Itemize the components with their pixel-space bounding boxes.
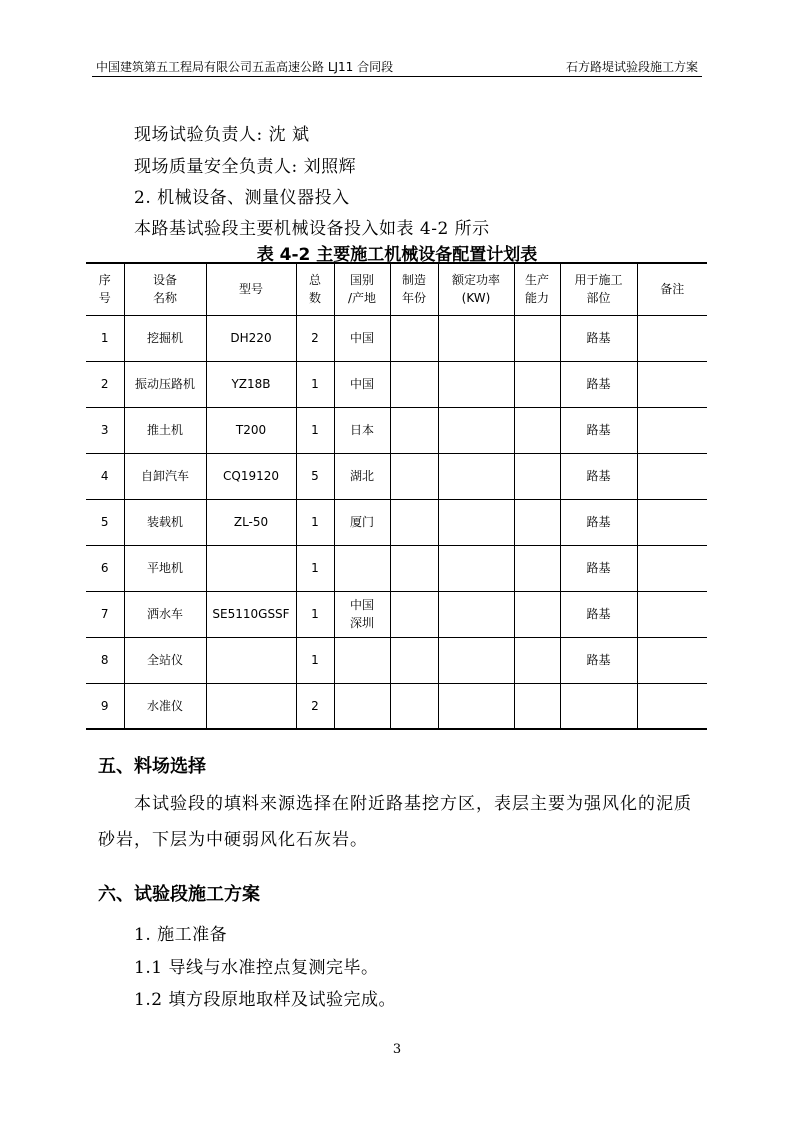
table-cell xyxy=(514,683,560,729)
table-cell xyxy=(637,499,707,545)
table-cell xyxy=(438,591,514,637)
table-cell xyxy=(514,361,560,407)
header-text: 国别 xyxy=(349,273,374,288)
table-cell: 1 xyxy=(86,315,124,361)
table-cell xyxy=(514,591,560,637)
table-cell xyxy=(514,545,560,591)
table-cell: 8 xyxy=(86,637,124,683)
table-cell: 路基 xyxy=(560,545,637,591)
table-cell: 厦门 xyxy=(334,499,390,545)
table-cell xyxy=(438,453,514,499)
page-number: 3 xyxy=(392,1042,402,1057)
header-text: 额定功率 xyxy=(451,273,500,288)
table-cell xyxy=(438,315,514,361)
table-cell: 2 xyxy=(86,361,124,407)
safety-leader-line: 现场质量安全负责人: 刘照辉 xyxy=(134,157,357,177)
table-cell xyxy=(390,361,438,407)
table-cell: 1 xyxy=(296,637,334,683)
table-cell: 路基 xyxy=(560,315,637,361)
header-text: 部位 xyxy=(586,291,611,306)
table-cell xyxy=(390,683,438,729)
table-row xyxy=(86,315,707,361)
header-text: 型号 xyxy=(238,282,263,297)
header-text: 号 xyxy=(98,291,111,306)
table-cell xyxy=(390,545,438,591)
table-cell: 自卸汽车 xyxy=(124,453,206,499)
table-cell: 7 xyxy=(86,591,124,637)
table-cell: CQ19120 xyxy=(206,453,296,499)
table-header-row xyxy=(86,263,707,315)
table-cell xyxy=(438,683,514,729)
table-cell: 2 xyxy=(296,315,334,361)
table-row xyxy=(86,545,707,591)
table-cell xyxy=(390,315,438,361)
table-header-cell xyxy=(124,263,206,315)
table-header-cell xyxy=(560,263,637,315)
table-row xyxy=(86,591,707,637)
table-cell xyxy=(334,637,390,683)
table-cell: 湖北 xyxy=(334,453,390,499)
table-cell xyxy=(438,545,514,591)
table-row xyxy=(86,453,707,499)
table-cell: YZ18B xyxy=(206,361,296,407)
table-cell xyxy=(390,499,438,545)
table-header-cell xyxy=(438,263,514,315)
table-cell: 5 xyxy=(86,499,124,545)
table-cell: 水准仪 xyxy=(124,683,206,729)
table-cell: 1 xyxy=(296,361,334,407)
section5-title: 五、料场选择 xyxy=(98,756,206,777)
table-cell: 9 xyxy=(86,683,124,729)
table-cell: 挖掘机 xyxy=(124,315,206,361)
table-cell: 平地机 xyxy=(124,545,206,591)
table-cell xyxy=(637,361,707,407)
table-cell: DH220 xyxy=(206,315,296,361)
table-cell xyxy=(514,637,560,683)
table-cell: 装载机 xyxy=(124,499,206,545)
header-text: 总 xyxy=(308,273,321,288)
table-cell: 1 xyxy=(296,499,334,545)
table-row xyxy=(86,637,707,683)
table-cell xyxy=(637,637,707,683)
table-cell: 路基 xyxy=(560,499,637,545)
header-right: 石方路堤试验段施工方案 xyxy=(565,60,698,74)
table-cell xyxy=(514,499,560,545)
table-cell: 1 xyxy=(296,591,334,637)
header-text: 设备 xyxy=(152,273,177,288)
table-cell: 5 xyxy=(296,453,334,499)
equipment-table xyxy=(86,262,707,730)
header-text: 序 xyxy=(98,273,111,288)
table-cell xyxy=(514,315,560,361)
table-cell xyxy=(637,407,707,453)
table-cell xyxy=(514,407,560,453)
table-cell: ZL-50 xyxy=(206,499,296,545)
table-row xyxy=(86,407,707,453)
table-caption: 表 4-2 主要施工机械设备配置计划表 xyxy=(256,245,538,265)
section5-paragraph: 本试验段的填料来源选择在附近路基挖方区，表层主要为强风化的泥质砂岩，下层为中硬弱风化石灰岩。 xyxy=(98,794,692,850)
table-header-cell xyxy=(514,263,560,315)
table-cell: 振动压路机 xyxy=(124,361,206,407)
table-cell: 路基 xyxy=(560,591,637,637)
table-cell: 全站仪 xyxy=(124,637,206,683)
table-cell xyxy=(390,453,438,499)
table-cell xyxy=(637,545,707,591)
table-cell: 1 xyxy=(296,545,334,591)
table-cell xyxy=(206,637,296,683)
table-cell: 路基 xyxy=(560,637,637,683)
table-cell: 3 xyxy=(86,407,124,453)
table-intro-line: 本路基试验段主要机械设备投入如表 4-2 所示 xyxy=(134,219,490,239)
table-cell xyxy=(514,453,560,499)
header-text: 数 xyxy=(308,291,321,306)
table-cell xyxy=(438,407,514,453)
table-cell xyxy=(206,683,296,729)
table-cell: 1 xyxy=(296,407,334,453)
table-cell: 路基 xyxy=(560,407,637,453)
table-cell: 日本 xyxy=(334,407,390,453)
table-header-cell xyxy=(637,263,707,315)
table-cell: 路基 xyxy=(560,361,637,407)
table-header-cell xyxy=(296,263,334,315)
table-header-cell xyxy=(206,263,296,315)
table-cell xyxy=(637,315,707,361)
table-cell xyxy=(637,453,707,499)
table-row xyxy=(86,683,707,729)
header-left: 中国建筑第五工程局有限公司五盂高速公路 LJ11 合同段 xyxy=(96,60,394,74)
table-header-cell xyxy=(334,263,390,315)
table-row xyxy=(86,361,707,407)
table-cell xyxy=(560,683,637,729)
table-header-cell xyxy=(86,263,124,315)
table-cell xyxy=(637,683,707,729)
table-cell: 4 xyxy=(86,453,124,499)
table-cell xyxy=(438,361,514,407)
header-text: 生产 xyxy=(524,273,549,288)
table-cell: 中国 xyxy=(334,315,390,361)
section6-item-1: 1. 施工准备 xyxy=(134,925,228,945)
table-cell xyxy=(390,591,438,637)
table-cell: 推土机 xyxy=(124,407,206,453)
table-cell: 中国 xyxy=(334,361,390,407)
header-text: 能力 xyxy=(524,291,549,306)
header-text: 年份 xyxy=(401,291,426,306)
table-cell xyxy=(438,637,514,683)
table-cell xyxy=(637,591,707,637)
table-cell xyxy=(438,499,514,545)
table-cell: 中国 深圳 xyxy=(334,591,390,637)
header-text: 名称 xyxy=(152,291,177,306)
header-text: 备注 xyxy=(660,282,685,297)
header-text: 用于施工 xyxy=(574,273,623,288)
table-cell: SE5110GSSF xyxy=(206,591,296,637)
table-row xyxy=(86,499,707,545)
table-cell xyxy=(206,545,296,591)
test-leader-line: 现场试验负责人: 沈 斌 xyxy=(134,125,310,145)
page-header xyxy=(92,58,702,77)
header-text: 制造 xyxy=(401,273,426,288)
table-cell xyxy=(390,637,438,683)
section6-item-1-2: 1.2 填方段原地取样及试验完成。 xyxy=(134,990,396,1010)
section6-title: 六、试验段施工方案 xyxy=(98,884,260,905)
table-cell: 6 xyxy=(86,545,124,591)
table-cell xyxy=(334,683,390,729)
header-text: (KW) xyxy=(461,291,491,306)
table-cell: 洒水车 xyxy=(124,591,206,637)
section6-item-1-1: 1.1 导线与水准控点复测完毕。 xyxy=(134,958,379,978)
table-cell xyxy=(334,545,390,591)
table-cell: 2 xyxy=(296,683,334,729)
table-cell: T200 xyxy=(206,407,296,453)
equipment-heading: 2. 机械设备、测量仪器投入 xyxy=(134,188,350,208)
table-cell: 路基 xyxy=(560,453,637,499)
header-text: /产地 xyxy=(347,291,377,306)
table-cell xyxy=(390,407,438,453)
table-header-cell xyxy=(390,263,438,315)
